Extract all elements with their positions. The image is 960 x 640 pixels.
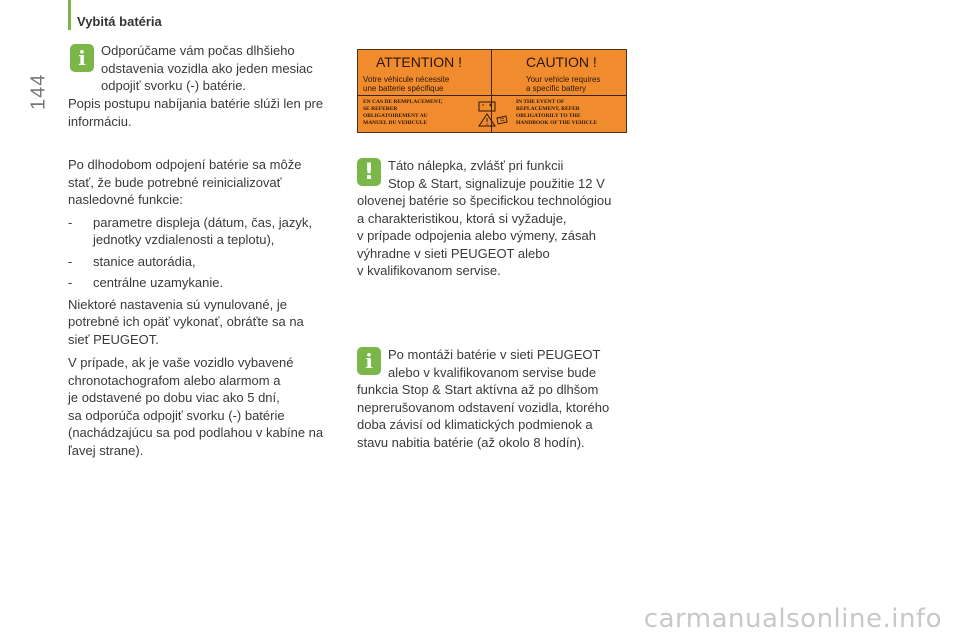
intro-line: informáciu. <box>68 113 132 129</box>
label-fr-subtitle <box>363 75 449 93</box>
label-line: EN CAS DE REMPLACEMENT, <box>363 99 443 105</box>
accent-bar <box>68 0 71 30</box>
label-line: MANUEL DU VEHICULE <box>363 120 428 126</box>
label-en-instructions <box>516 99 597 127</box>
list-item <box>68 253 348 271</box>
list-item-line: - parametre displeja (dátum, čas, jazyk, <box>93 214 312 230</box>
tacho-line: V prípade, ak je vaše vozidlo vybavené <box>68 355 294 370</box>
label-divider <box>358 95 626 96</box>
label-en-subtitle <box>526 75 600 93</box>
warning-line: v prípade odpojenia alebo výmeny, zásah <box>357 228 596 243</box>
install-line: stavu nabitia batérie (až okolo 8 hodín). <box>357 434 585 450</box>
list-item-line: - stanice autorádia, <box>93 253 196 269</box>
install-line: funkcia Stop & Start aktívna až po dlhšom <box>357 382 599 397</box>
intro-line: Popis postupu nabíjania batérie slúži len pre <box>68 96 324 111</box>
tacho-line: chronotachografom alebo alarmom a <box>68 372 281 388</box>
warning-line: výhradne v sieti PEUGEOT alebo <box>357 245 550 261</box>
install-line: doba závisí od klimatických podmienok a <box>357 417 593 432</box>
label-line: a specific battery <box>526 84 587 93</box>
battery-warning-pictogram <box>476 100 510 128</box>
list-item <box>68 274 348 292</box>
tacho-line: je odstavené po dobu viac ako 5 dní, <box>68 390 280 405</box>
warning-icon: ! <box>357 158 381 186</box>
intro-paragraph <box>68 95 323 130</box>
info-note <box>101 42 313 95</box>
warning-line: olovenej batérie so špecifickou technológiou <box>357 193 612 208</box>
function-list <box>68 214 348 292</box>
watermark-text: carmanualsonline.info <box>643 604 942 634</box>
install-note <box>357 346 647 451</box>
info-note-line: odpojiť svorku (-) batérie. <box>101 78 247 93</box>
label-line: HANDBOOK OF THE VEHICLE <box>516 120 598 126</box>
tacho-line: (nachádzajúcu sa pod podlahou v kabíne na <box>68 425 324 440</box>
list-item-line: - centrálne uzamykanie. <box>93 275 224 290</box>
tacho-paragraph <box>68 354 348 459</box>
info-note-line: odstavenia vozidla ako jeden mesiac <box>101 60 313 76</box>
disconnect-line: Po dlhodobom odpojení batérie sa môže <box>68 157 302 172</box>
label-line: IN THE EVENT OF <box>516 99 565 105</box>
warning-line: Táto nálepka, zvlášť pri funkcii <box>388 158 564 173</box>
battery-warning-label <box>357 49 627 133</box>
page-number: 144 <box>27 73 50 111</box>
info-note-line: Odporúčame vám počas dlhšieho <box>101 43 295 58</box>
reset-paragraph <box>68 296 348 349</box>
disconnect-section <box>68 156 348 459</box>
label-fr-instructions <box>363 99 442 127</box>
reset-line: potrebné ich opäť vykonať, obráťte sa na <box>68 314 304 329</box>
reset-line: sieť PEUGEOT. <box>68 331 159 347</box>
install-line: Po montáži batérie v sieti PEUGEOT <box>388 347 601 362</box>
info-icon: i <box>357 347 381 375</box>
label-line: SE REFERER <box>363 106 398 112</box>
install-line: neprerušovanom odstavení vozidla, ktorého <box>357 399 610 415</box>
install-line: alebo v kvalifikovanom servise bude <box>388 364 597 380</box>
label-fr-title: ATTENTION ! <box>376 54 463 70</box>
label-line: Your vehicle requires <box>526 75 601 84</box>
label-line: OBLIGATORILY TO THE <box>516 113 581 119</box>
label-line: une batterie spécifique <box>363 84 444 93</box>
label-en-title: CAUTION ! <box>526 54 597 70</box>
warning-line: v kvalifikovanom servise. <box>357 263 501 278</box>
disconnect-line: stať, že bude potrebné reinicializovať <box>68 174 282 190</box>
reset-line: Niektoré nastavenia sú vynulované, je <box>68 296 287 312</box>
list-item <box>68 214 348 249</box>
warning-note <box>357 157 647 280</box>
label-line: OBLIGATOIREMENT AU <box>363 113 428 119</box>
label-line: Votre véhicule nécessite <box>363 75 450 84</box>
warning-line: a charakteristikou, ktorá si vyžaduje, <box>357 210 567 226</box>
warning-line: Stop & Start, signalizuje použitie 12 V <box>388 175 605 191</box>
tacho-line: ľavej strane). <box>68 442 144 458</box>
disconnect-line: nasledovné funkcie: <box>68 192 183 207</box>
tacho-line: sa odporúča odpojiť svorku (-) batérie <box>68 407 285 423</box>
label-line: REPLACEMENT, REFER <box>516 106 580 112</box>
list-item-line: jednotky vzdialenosti a teplotu), <box>93 232 275 247</box>
info-icon: i <box>70 44 94 72</box>
section-title: Vybitá batéria <box>77 14 162 29</box>
